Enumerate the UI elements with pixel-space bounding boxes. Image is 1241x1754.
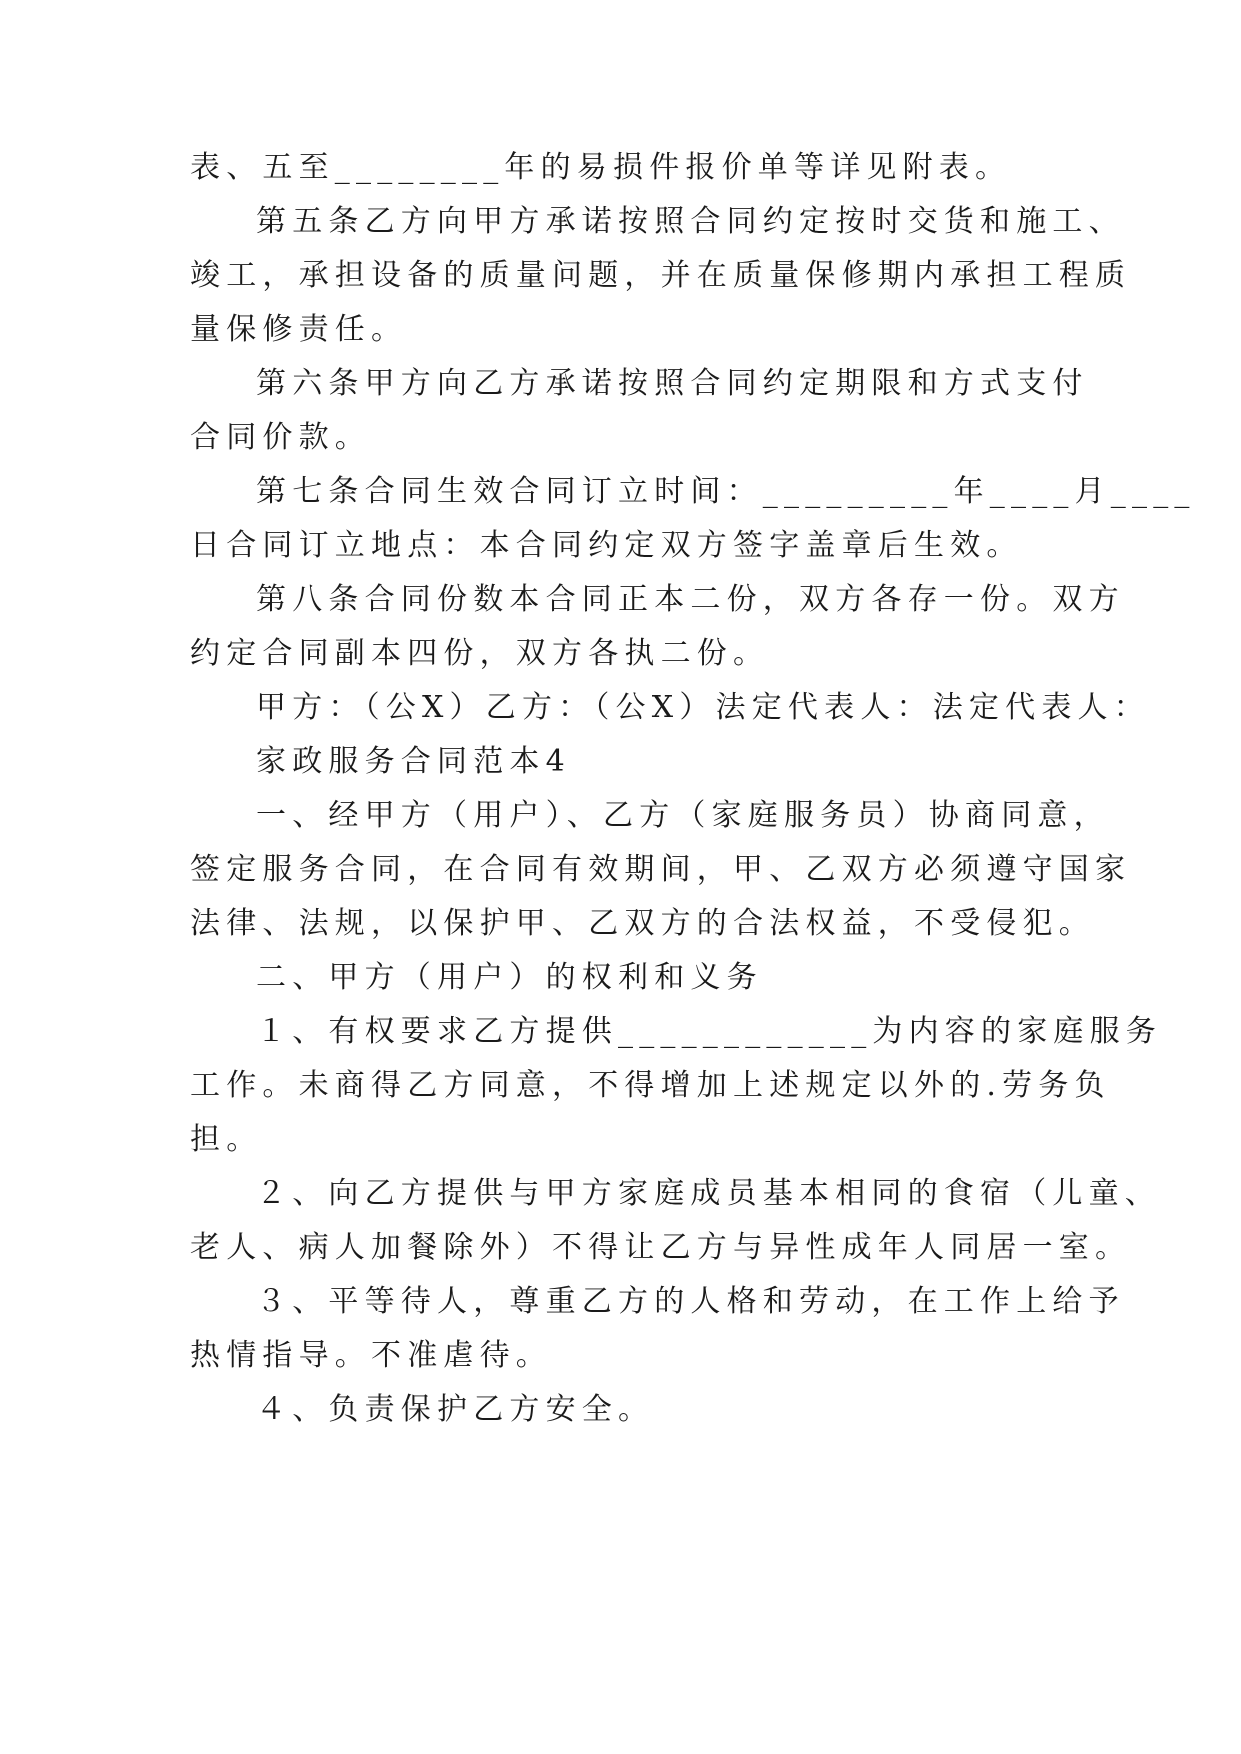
text-line: 担。 xyxy=(190,1122,263,1157)
text-line: 二、甲方（用户）的权利和义务 xyxy=(256,960,763,995)
text-line: 第七条合同生效合同订立时间：_________年____月____ xyxy=(256,474,1196,509)
text-line: 签定服务合同，在合同有效期间，甲、乙双方必须遵守国家 xyxy=(190,852,1132,887)
text-line: 日合同订立地点：本合同约定双方签字盖章后生效。 xyxy=(190,528,1023,563)
text-line: 第五条乙方向甲方承诺按照合同约定按时交货和施工、 xyxy=(256,204,1125,239)
text-line: 甲方：（公X）乙方：（公X）法定代表人：法定代表人： xyxy=(256,690,1150,725)
text-line: １、有权要求乙方提供____________为内容的家庭服务 xyxy=(256,1014,1162,1049)
text-line: 工作。未商得乙方同意，不得增加上述规定以外的.劳务负 xyxy=(190,1068,1111,1103)
text-line: 第六条甲方向乙方承诺按照合同约定期限和方式支付 xyxy=(256,366,1089,401)
text-line: 约定合同副本四份，双方各执二份。 xyxy=(190,636,770,671)
text-line: ４、负责保护乙方安全。 xyxy=(256,1392,655,1427)
section-heading: 家政服务合同范本4 xyxy=(256,744,571,779)
text-line: ２、向乙方提供与甲方家庭成员基本相同的食宿（儿童、 xyxy=(256,1176,1161,1211)
text-line: ３、平等待人，尊重乙方的人格和劳动，在工作上给予 xyxy=(256,1284,1125,1319)
text-line: 一、经甲方（用户）、乙方（家庭服务员）协商同意， xyxy=(256,798,1110,833)
text-line: 合同价款。 xyxy=(190,420,371,455)
text-line: 量保修责任。 xyxy=(190,312,408,347)
text-line: 竣工，承担设备的质量问题，并在质量保修期内承担工程质 xyxy=(190,258,1132,293)
text-line: 第八条合同份数本合同正本二份，双方各存一份。双方 xyxy=(256,582,1125,617)
text-line: 法律、法规，以保护甲、乙双方的合法权益，不受侵犯。 xyxy=(190,906,1095,941)
text-line: 热情指导。不准虐待。 xyxy=(190,1338,552,1373)
text-line: 表、五至________年的易损件报价单等详见附表。 xyxy=(190,150,1012,185)
text-line: 老人、病人加餐除外）不得让乙方与异性成年人同居一室。 xyxy=(190,1230,1132,1265)
